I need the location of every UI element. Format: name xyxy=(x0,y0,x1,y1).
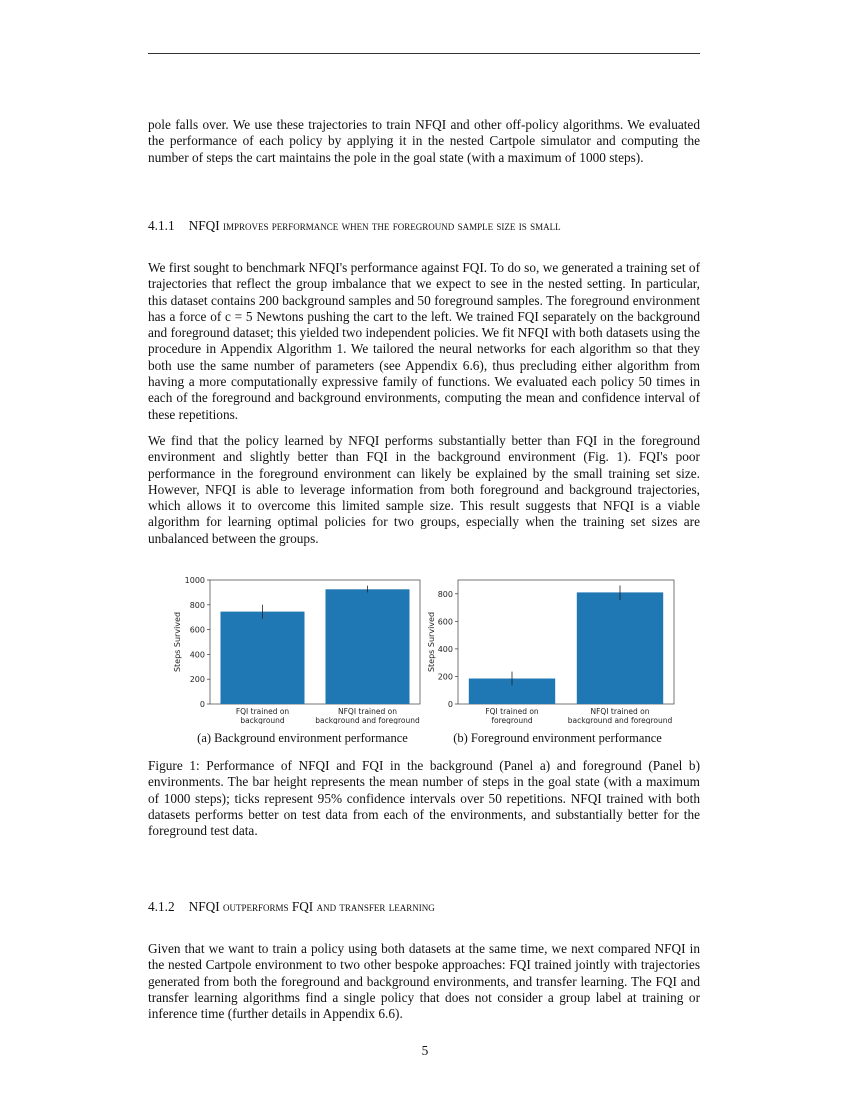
y-tick-label: 0 xyxy=(447,700,453,709)
bar xyxy=(221,612,305,704)
section-title-part: FQI xyxy=(291,899,314,914)
x-tick-label: background xyxy=(240,716,285,724)
x-tick-label: background and foreground xyxy=(567,716,673,724)
y-tick-label: 400 xyxy=(437,644,453,654)
x-tick-label: background and foreground xyxy=(315,716,420,724)
section-number: 4.1.1 xyxy=(148,218,175,233)
section-title-part: and transfer learning xyxy=(316,899,435,914)
y-tick-label: 600 xyxy=(189,625,205,635)
x-tick-label: FQI trained on xyxy=(235,707,290,716)
section-title-part: outperforms xyxy=(222,899,289,914)
header-rule xyxy=(148,53,700,54)
y-tick-label: 800 xyxy=(189,600,205,610)
section-title: NFQI improves performance when the foreground sample size is small xyxy=(188,218,561,233)
y-axis-label: Steps Survived xyxy=(173,611,182,673)
subcaption-b: (b) Foreground environment performance xyxy=(453,731,662,745)
y-axis-label: Steps Survived xyxy=(427,611,436,673)
intro-paragraph-block xyxy=(148,117,700,176)
section-4-1-1-body xyxy=(148,260,700,557)
y-tick-label: 0 xyxy=(199,700,205,709)
bar xyxy=(326,589,410,704)
y-tick-label: 200 xyxy=(437,672,453,682)
figure-caption: Figure 1: Performance of NFQI and FQI in the background (Panel a) and foreground (Panel b) environments. The bar height represents the mean number of steps in the goal state (with a maximum of 1000 steps); ticks represent 95% confidence intervals over 50 repetitions. NFQI trained with both datasets performs better on test data from each of the environments, and substantially better for the foreground test data. xyxy=(148,758,700,839)
x-tick-label: FQI trained on xyxy=(485,707,539,716)
x-tick-label: foreground xyxy=(491,716,533,724)
y-tick-label: 1000 xyxy=(184,576,205,585)
page-number: 5 xyxy=(421,1043,429,1058)
paragraph: We find that the policy learned by NFQI performs substantially better than FQI in the foreground environment and slightly better than FQI in the background environment (Fig. 1). FQI's poor performance in the foreground environment can likely be explained by the small training set size. However, NFQI is able to leverage information from both foreground and background trajectories, which allows it to overcome this limited sample size. This result suggests that NFQI is a viable algorithm for learning optimal policies for two groups, especially when the training set sizes are unbalanced between the groups. xyxy=(148,432,700,546)
paragraph: We first sought to benchmark NFQI's performance against FQI. To do so, we generated a training set of trajectories that reflect the group imbalance that we expect to see in the nested setting. In particular, this dataset contains 200 background samples and 50 foreground samples. The foreground environment has a force of c = 5 Newtons pushing the cart to the left. We trained FQI separately on the background and foreground dataset; this yielded two independent policies. We fit NFQI with both datasets using the procedure in Appendix Algorithm 1. We tailored the neural networks for each algorithm so that they both use the same number of parameters (see Appendix 6.6), thus precluding either algorithm from having a more computationally expressive family of functions. We evaluated each policy 50 times in each of the foreground and background environments, computing the mean and confidence interval of these repetitions. xyxy=(148,260,700,422)
y-tick-label: 400 xyxy=(189,650,205,660)
y-tick-label: 200 xyxy=(189,675,205,685)
chart-foreground-performance xyxy=(424,572,684,724)
x-tick-label: NFQI trained on xyxy=(338,707,397,716)
paragraph: pole falls over. We use these trajectories to train NFQI and other off-policy algorithms. We evaluated the performance of each policy by applying it in the nested Cartpole simulator and computing the number of steps the cart maintains the pole in the goal state (with a maximum of 1000 steps). xyxy=(148,117,700,165)
y-tick-label: 600 xyxy=(437,617,453,627)
section-number: 4.1.2 xyxy=(148,899,175,914)
chart-background-performance xyxy=(170,572,430,724)
section-title-part: NFQI xyxy=(188,899,220,914)
y-tick-label: 800 xyxy=(437,589,453,599)
subcaption-a: (a) Background environment performance xyxy=(197,731,408,745)
bar xyxy=(577,592,663,704)
section-4-1-2-body xyxy=(148,941,700,1032)
paragraph: Given that we want to train a policy using both datasets at the same time, we next compared NFQI in the nested Cartpole environment to two other bespoke approaches: FQI trained jointly with trajectories generated from both the foreground and background environments, and transfer learning. The FQI and transfer learning algorithms find a single policy that does not consider a group label at training or inference time (further details in Appendix 6.6). xyxy=(148,941,700,1022)
x-tick-label: NFQI trained on xyxy=(590,707,650,716)
section-heading-4-1-2 xyxy=(148,899,435,915)
section-heading-4-1-1 xyxy=(148,218,561,234)
